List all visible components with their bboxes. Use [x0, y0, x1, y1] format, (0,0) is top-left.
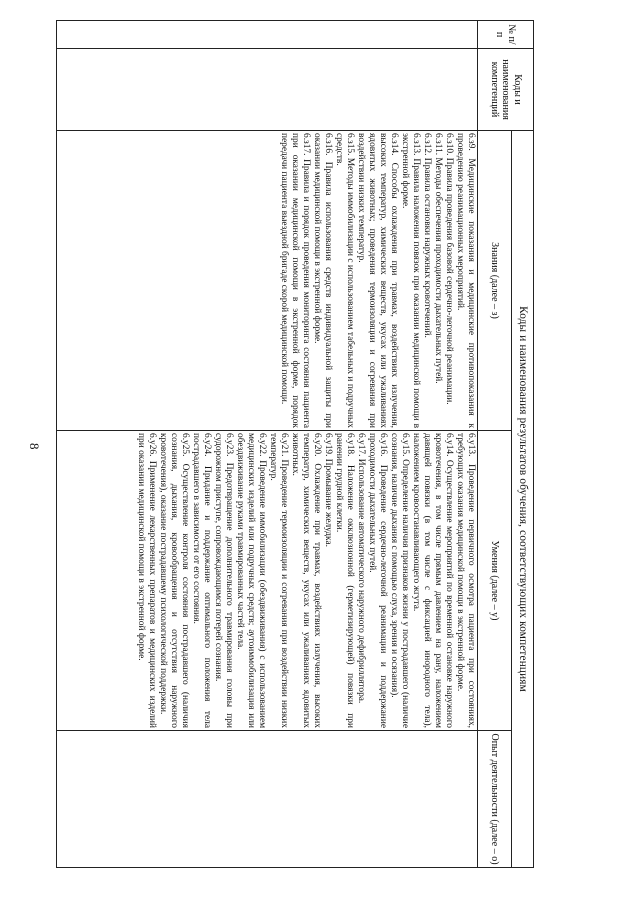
- skill-item: 6.у17. Использование автоматического наружного дефибриллятора.: [356, 433, 366, 704]
- col-code-header: Коды и наименования компетенций: [478, 49, 534, 131]
- col-knowledge-header: Знания (далее – з): [478, 131, 512, 431]
- skill-item: 6.у26. Применение лекарственных препаратов и медицинских изделий при оказании медицинской помощи в экстренной форме.: [136, 433, 157, 728]
- skill-item: 6.у24. Придание и поддержание оптимального положения тела пострадавшего в зависимости от его состояния.: [191, 433, 212, 728]
- knowledge-item: 6.з9. Медицинские показания и медицинские противопоказания к проведению реанимационных мероприятий.: [455, 133, 476, 428]
- skill-item: 6.у13. Проведение первичного осмотра пациента при состояниях, требующих оказания медицинской помощи в экстренной форме.: [455, 433, 476, 728]
- knowledge-cell: [57, 131, 478, 431]
- skill-item: 6.у22. Проведение иммобилизации (обездвиживания) с использованием медицинских изделий или подручных средств; аутоиммобилизация или обездвиживание руками травмированных частей тела.: [235, 433, 267, 728]
- knowledge-item: 6.з17. Правила и порядок проведения мониторинга состояния пациента при оказании медицинской помощи в экстренной форме, порядок передачи пациента выездной бригаде скорой медицинской помощи.: [279, 133, 311, 428]
- skill-item: 6.у18. Наложение окклюзионной (герметизирующей) повязки при ранении грудной клетки.: [334, 433, 355, 728]
- skill-item: 6.у25. Осуществление контроля состояния пострадавшего (наличия сознания, дыхания, кровообращения и отсутствия наружного кровотечения), оказание пострадавшему психологической поддержки.: [158, 433, 190, 728]
- col-experience-header: Опыт деятельности (далее – о): [478, 731, 512, 868]
- skill-item: 6.у14. Осуществление мероприятий по временной остановке наружного кровотечения, в том числе прямым давлением на рану, наложением давящей повязки (в том числе с фиксацией инородного тела), наложением кровоостанавливающего жгута.: [411, 433, 454, 728]
- knowledge-item: 6.з10. Правила проведения базовой сердечно-легочной реанимации.: [444, 133, 454, 405]
- skill-item: 6.у19. Промывание желудка.: [323, 433, 333, 547]
- skill-item: 6.у20. Охлаждение при травмах, воздействиях излучения, высоких температур, химических веществ, укусах или ужаливаниях ядовитых животных.: [290, 433, 322, 728]
- cell-code: [57, 49, 478, 131]
- knowledge-item: 6.з14. Способы охлаждения при травмах, воздействиях излучения, высоких температур, химических веществ, укусах или ужаливаниях ядовитых животных; проведения термоизоляции и согревания при воздействии низких температур.: [356, 133, 399, 428]
- results-group-header: Коды и наименования результатов обучения, соответствующих компетенциям: [512, 131, 534, 868]
- knowledge-item: 6.з15. Методы иммобилизации с использованием табельных и подручных средств.: [334, 133, 355, 428]
- skill-item: 6.у15. Определение наличия признаков жизни у пострадавшего (наличие сознания, наличие дыхания с помощью слуха, зрения и осязания).: [389, 433, 410, 728]
- rotated-table-container: [56, 20, 534, 868]
- col-skills-header: Умения (далее – у): [478, 431, 512, 731]
- cell-number: [57, 21, 478, 49]
- knowledge-item: 6.з13. Правила наложения повязок при оказании медицинской помощи в экстренной форме.: [400, 133, 421, 428]
- knowledge-item: 6.з16. Правила использования средств индивидуальной защиты при оказании медицинской помощи в экстренной форме.: [312, 133, 333, 428]
- competency-table: [56, 20, 534, 868]
- skill-item: 6.у23. Предотвращение дополнительного травмирования головы при судорожном приступе, сопровождающимся потерей сознания.: [213, 433, 234, 728]
- knowledge-item: 6.з11. Методы обеспечения проходимости дыхательных путей.: [433, 133, 443, 384]
- knowledge-item: 6.з12. Правила остановки наружных кровотечений.: [422, 133, 432, 338]
- col-number-header: № п/п: [478, 21, 534, 49]
- skill-item: 6.у16. Проведение сердечно-легочной реанимации и поддержание проходимости дыхательных путей.: [367, 433, 388, 728]
- experience-cell: [57, 731, 478, 868]
- skills-cell: [57, 431, 478, 731]
- page-number: 8: [27, 443, 42, 450]
- skill-item: 6.у21. Проведение термоизоляции и согревания при воздействии низких температур.: [268, 433, 289, 728]
